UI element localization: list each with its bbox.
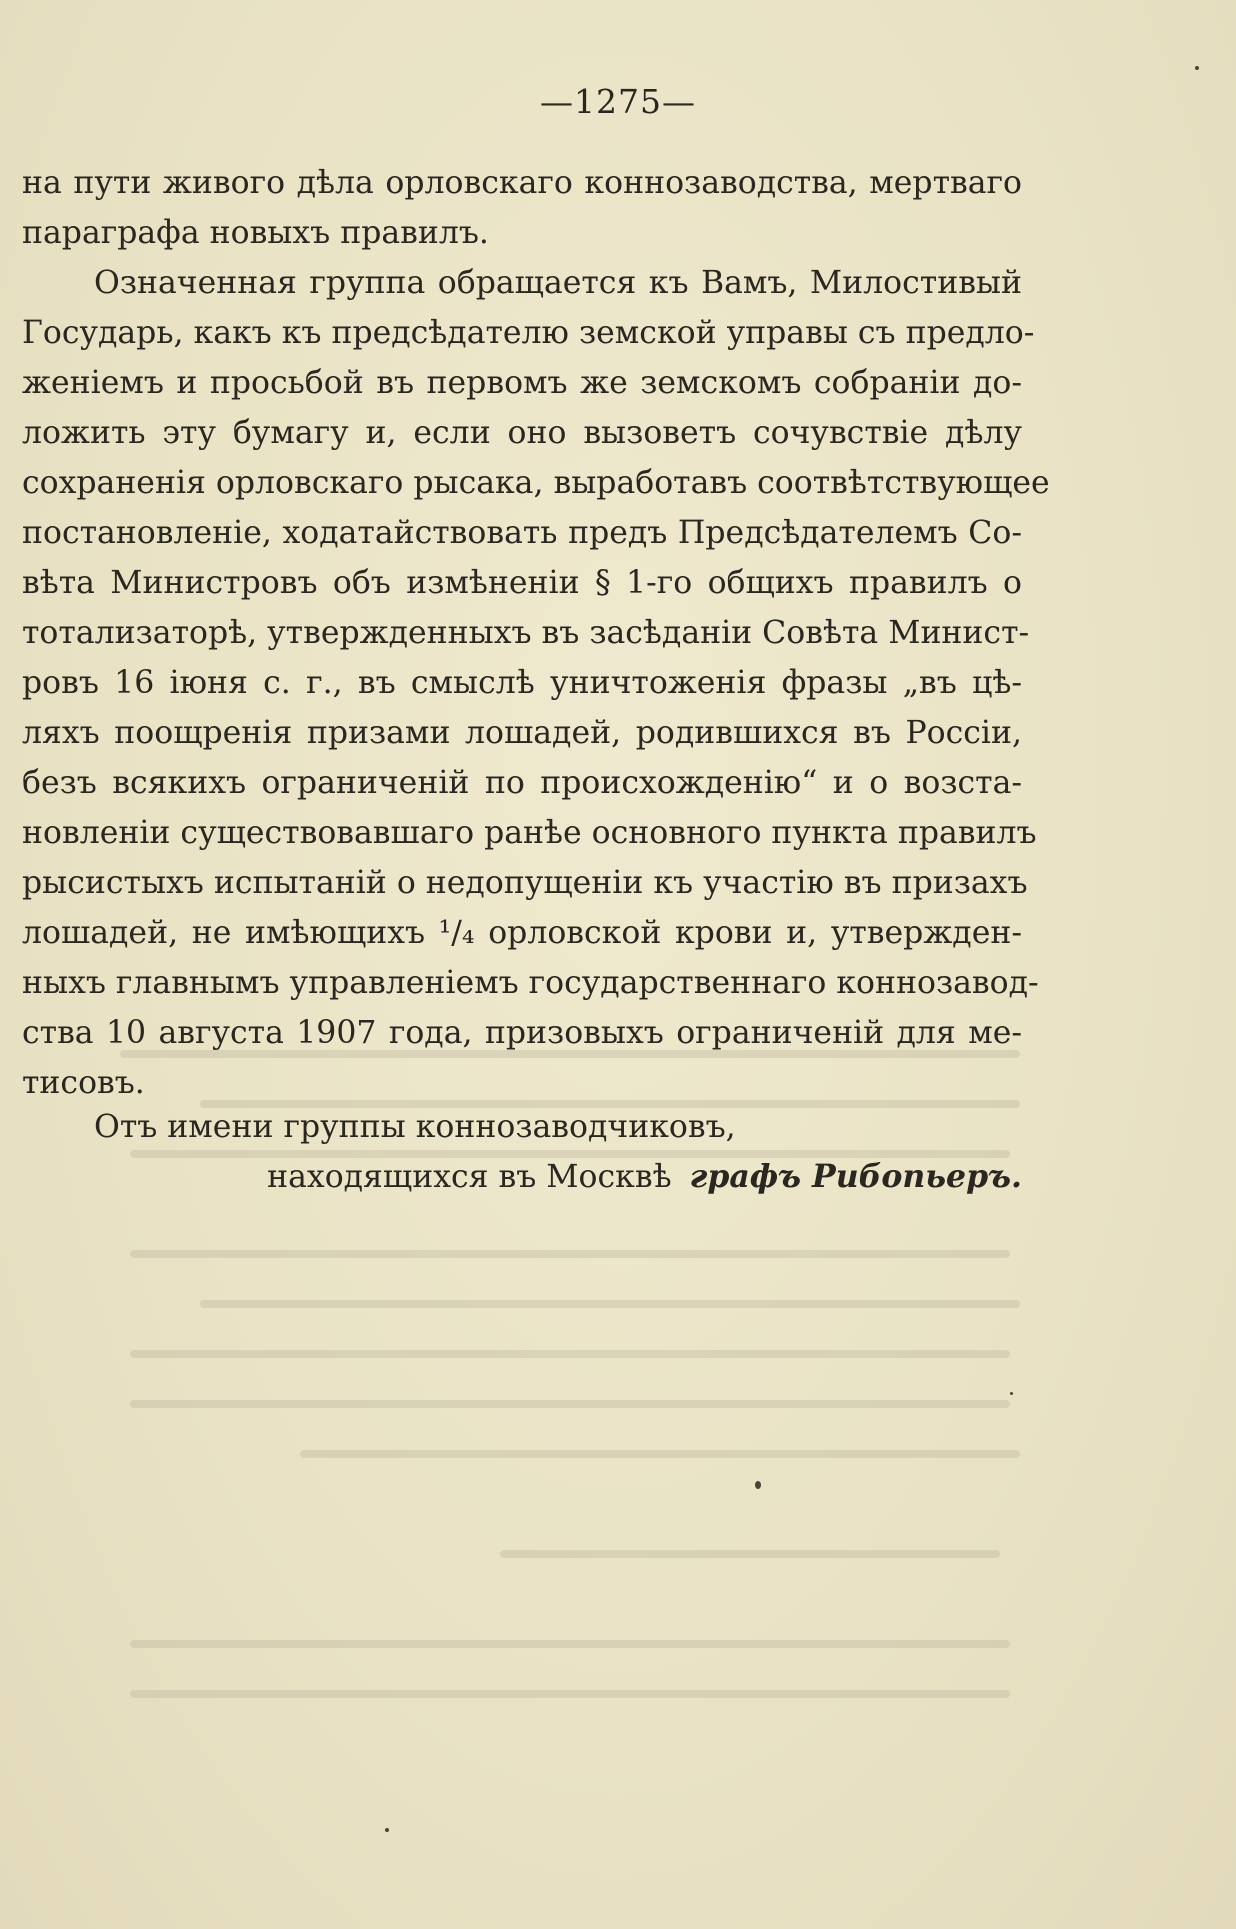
text-line: вѣта Министровъ объ измѣненіи § 1-го общихъ правилъ о (22, 565, 1022, 601)
ink-speck (1195, 66, 1199, 70)
signature-name: графъ Рибопьеръ. (689, 1158, 1022, 1195)
signature-location: находящихся въ Москвѣ (267, 1159, 672, 1195)
text-line: ляхъ поощренія призами лошадей, родившихся въ Россіи, (22, 715, 1022, 751)
text-line: ныхъ главнымъ управленіемъ государственнаго коннозавод- (22, 965, 1039, 1001)
text-line: ложить эту бумагу и, если оно вызоветъ сочувствіе дѣлу (22, 415, 1022, 451)
text-line: тотализаторѣ, утвержденныхъ въ засѣданіи Совѣта Минист- (22, 615, 1030, 651)
ink-speck (755, 1481, 761, 1489)
text-line: постановленіе, ходатайствовать предъ Предсѣдателемъ Со- (22, 515, 1022, 551)
ink-speck (385, 1828, 389, 1832)
text-line: безъ всякихъ ограниченій по происхожденію“ и о возста- (22, 765, 1022, 801)
text-line: женіемъ и просьбой въ первомъ же земскомъ собраніи до- (22, 365, 1022, 401)
text-line: на пути живого дѣла орловскаго коннозаводства, мертваго (22, 165, 1022, 201)
text-line: ровъ 16 іюня с. г., въ смыслѣ уничтоженія фразы „въ цѣ- (22, 665, 1022, 701)
signature-line (22, 1152, 1022, 1202)
page-number: —1275— (540, 82, 696, 121)
text-line: лошадей, не имѣющихъ ¹/₄ орловской крови и, утвержден- (22, 915, 1022, 951)
text-line: рысистыхъ испытаній о недопущеніи къ участію въ призахъ (22, 865, 1028, 901)
body-text (22, 158, 1050, 1108)
ink-speck (1010, 1392, 1013, 1395)
signature-line: Отъ имени группы коннозаводчиковъ, (94, 1109, 736, 1145)
signature-block (22, 1102, 1022, 1202)
text-line: сохраненія орловскаго рысака, выработавъ соотвѣтствующее (22, 465, 1050, 501)
text-line: тисовъ. (22, 1065, 145, 1101)
text-line: Государь, какъ къ предсѣдателю земской управы съ предло- (22, 315, 1035, 351)
text-line: новленіи существовавшаго ранѣе основного пункта правилъ (22, 815, 1037, 851)
text-line: параграфа новыхъ правилъ. (22, 215, 489, 251)
text-line: Означенная группа обращается къ Вамъ, Милостивый (94, 265, 1022, 301)
text-line: ства 10 августа 1907 года, призовыхъ ограниченій для ме- (22, 1015, 1022, 1051)
